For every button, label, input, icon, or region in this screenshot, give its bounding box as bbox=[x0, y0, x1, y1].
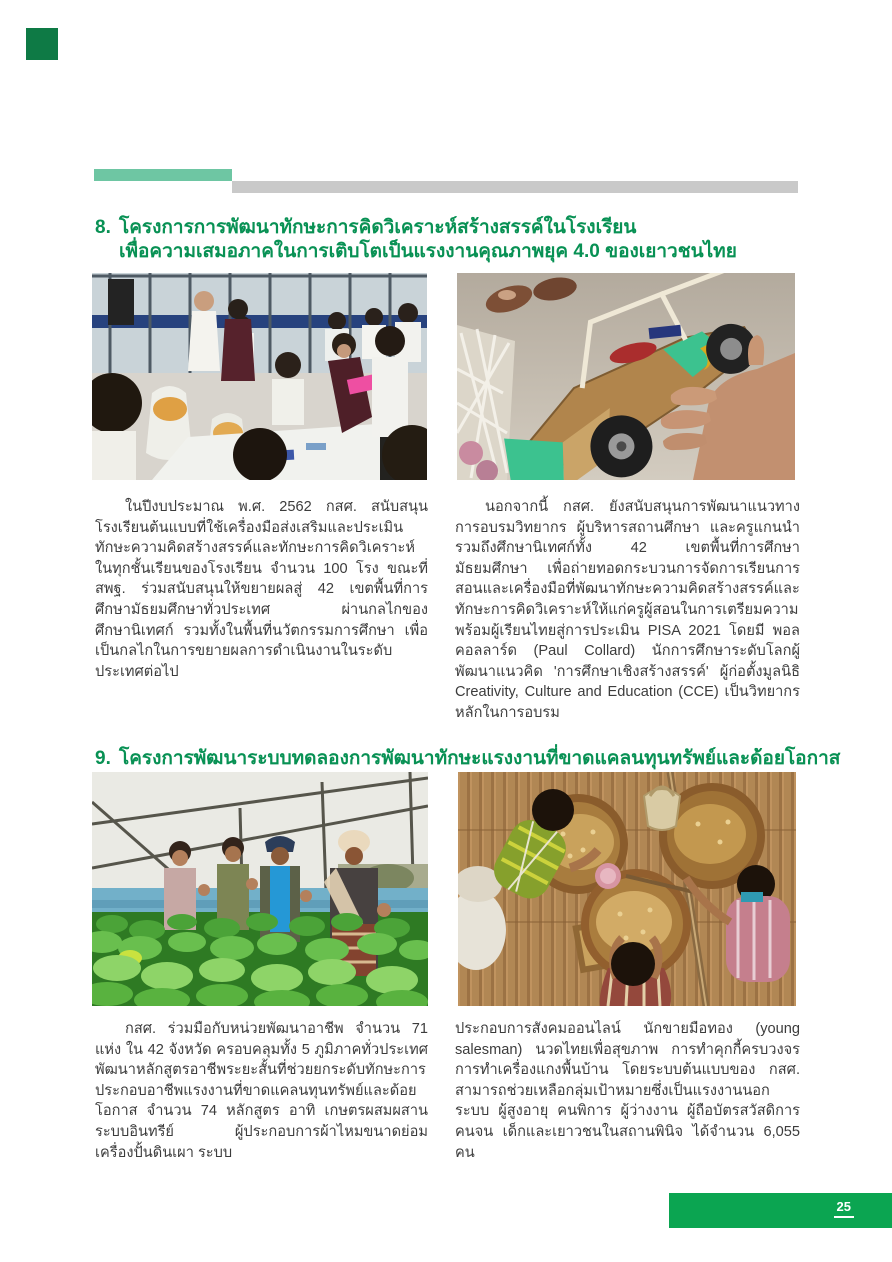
section-8-title-line-2: เพื่อความเสมอภาคในการเติบโตเป็นแรงงานคุณภาพยุค 4.0 ของเยาวชนไทย bbox=[119, 240, 737, 262]
section-9-number: 9. bbox=[95, 747, 111, 769]
section-9-column-2-paragraph: ประกอบการสังคมออนไลน์ นักขายมือทอง (young salesman) นวดไทยเพื่อสุขภาพ การทำคุกกี้ครบวงจร การทำเครื่องแกงพื้นบ้าน โดยระบบต้นแบบของ กสศ. สามารถช่วยเหลือกลุ่มเป้าหมายซึ่งเป็นแรงงานนอกระบบ ผู้สูงอายุ คนพิการ ผู้ว่างงาน ผู้ถือบัตรสวัสดิการคนจน เด็กและเยาวชนในสถานพินิจ ได้จำนวน 6,055 คน bbox=[455, 1021, 800, 1161]
corner-mark bbox=[26, 28, 58, 60]
greenhouse-farmers-photo bbox=[92, 772, 428, 1006]
footer-bar bbox=[669, 1193, 892, 1228]
gray-accent-bar bbox=[232, 181, 798, 193]
cardboard-car-photo bbox=[457, 273, 795, 480]
section-8-number: 8. bbox=[95, 216, 111, 238]
greenhouse-illustration bbox=[92, 772, 428, 1006]
page-number: 25 bbox=[834, 1199, 854, 1218]
grain-sorting-illustration bbox=[458, 772, 796, 1006]
teal-accent-bar bbox=[94, 169, 232, 181]
classroom-photo-illustration bbox=[92, 273, 427, 480]
section-9-title bbox=[119, 747, 840, 771]
classroom-workshop-photo bbox=[92, 273, 427, 480]
section-8-title bbox=[119, 216, 737, 264]
section-8-column-1-paragraph: ในปีงบประมาณ พ.ศ. 2562 กสศ. สนับสนุนโรงเรียนต้นแบบที่ใช้เครื่องมือส่งเสริมและประเมินทักษะความคิดสร้างสรรค์และทักษะการคิดวิเคราะห์ในทุกชั้นเรียนของโรงเรียน จำนวน 100 โรง ขณะที่ สพฐ. ร่วมสนับสนุนให้ขยายผลสู่ 42 เขตพื้นที่การศึกษามัธยมศึกษาทั่วประเทศ ผ่านกลไกของศึกษานิเทศก์ รวมทั้งในพื้นที่นวัตกรรมการศึกษา เพื่อเป็นกลไกในการขยายผลการดำเนินงานในระดับประเทศต่อไป bbox=[95, 499, 428, 680]
grain-sorting-photo bbox=[458, 772, 796, 1006]
section-8-column-2-paragraph: นอกจากนี้ กสศ. ยังสนับสนุนการพัฒนาแนวทางการอบรมวิทยากร ผู้บริหารสถานศึกษา และครูแกนนำ รวมถึงศึกษานิเทศก์ทั้ง 42 เขตพื้นที่การศึกษามัธยมศึกษา เพื่อถ่ายทอดกระบวนการจัดการเรียนการสอนและเครื่องมือที่พัฒนาทักษะความคิดสร้างสรรค์และทักษะการคิดวิเคราะห์ให้แก่ครูผู้สอนในการเตรียมความพร้อมผู้เรียนไทยสู่การประเมิน PISA 2021 โดยมี พอล คอลลาร์ด (Paul Collard) นักการศึกษาระดับโลกผู้พัฒนาแนวคิด 'การศึกษาเชิงสร้างสรรค์' ผู้ก่อตั้งมูลนิธิ Creativity, Culture and Education (CCE) เป็นวิทยากรหลักในการอบรม bbox=[455, 499, 800, 721]
section-9-column-1-paragraph: กสศ. ร่วมมือกับหน่วยพัฒนาอาชีพ จำนวน 71 แห่ง ใน 42 จังหวัด ครอบคลุมทั้ง 5 ภูมิภาคทั่วประเทศ พัฒนาหลักสูตรอาชีพระยะสั้นที่ช่วยยกระดับทักษะการประกอบอาชีพแรงงานที่ขาดแคลนทุนทรัพย์และด้อยโอกาส จำนวน 74 หลักสูตร อาทิ เกษตรผสมผสานระบบอินทรีย์ ผู้ประกอบการผ้าไหมขนาดย่อม เครื่องปั้นดินเผา ระบบ bbox=[95, 1021, 428, 1161]
section-9-title-line-1: โครงการพัฒนาระบบทดลองการพัฒนาทักษะแรงงานที่ขาดแคลนทุนทรัพย์และด้อยโอกาส bbox=[119, 747, 841, 769]
section-8-title-line-1: โครงการการพัฒนาทักษะการคิดวิเคราะห์สร้างสรรค์ในโรงเรียน bbox=[119, 216, 637, 238]
section-8-heading bbox=[95, 216, 800, 264]
section-9-heading bbox=[95, 747, 875, 771]
cardboard-car-illustration bbox=[457, 273, 795, 480]
